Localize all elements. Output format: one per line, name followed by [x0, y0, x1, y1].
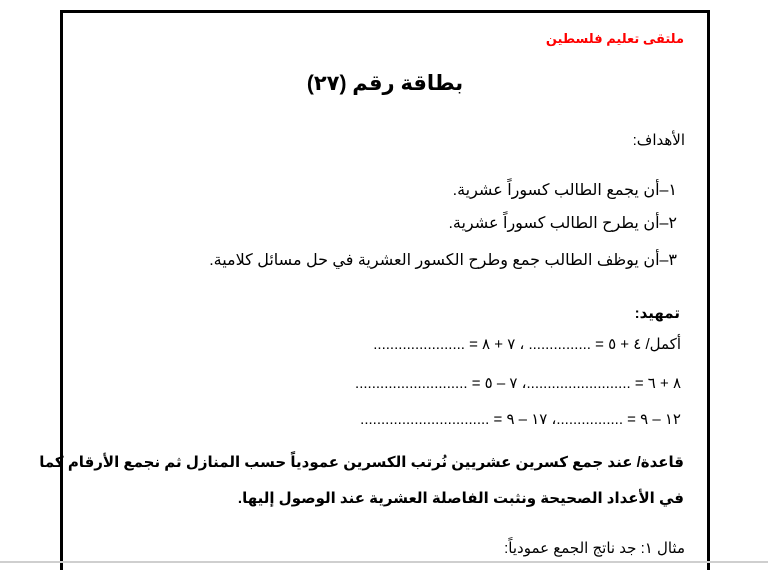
goal-item: ٣–أن يوظف الطالب جمع وطرح الكسور العشرية في حل مسائل كلامية. [209, 252, 677, 269]
worksheet-card [39, 10, 710, 570]
goals-label: الأهداف: [632, 132, 685, 149]
intro-label: تمهيد: [634, 305, 680, 322]
goal-item: ٢–أن يطرح الطالب كسوراً عشرية. [448, 215, 677, 232]
rule-line: في الأعداد الصحيحة ونثبت الفاصلة العشرية عند الوصول إليها. [237, 490, 684, 507]
goal-item: ١–أن يجمع الطالب كسوراً عشرية. [452, 182, 677, 199]
exercise-line: ٨ + ٦ = .........................، ٧ – ٥ = ........................... [355, 375, 681, 392]
rule-line: قاعدة/ عند جمع كسرين عشريين نُرتب الكسرين عمودياً حسب المنازل ثم نجمع الأرقام كما [39, 454, 684, 471]
example-label: مثال ١: جد ناتج الجمع عمودياً: [504, 540, 685, 557]
exercise-line: ١٢ – ٩ = ................، ١٧ – ٩ = ............................... [360, 411, 681, 428]
exercise-line: أكمل/ ٤ + ٥ = ............... ، ٧ + ٨ = ...................... [373, 336, 681, 353]
card-title: بطاقة رقم (٢٧) [306, 72, 464, 95]
forum-name: ملتقى تعليم فلسطين [545, 31, 684, 46]
